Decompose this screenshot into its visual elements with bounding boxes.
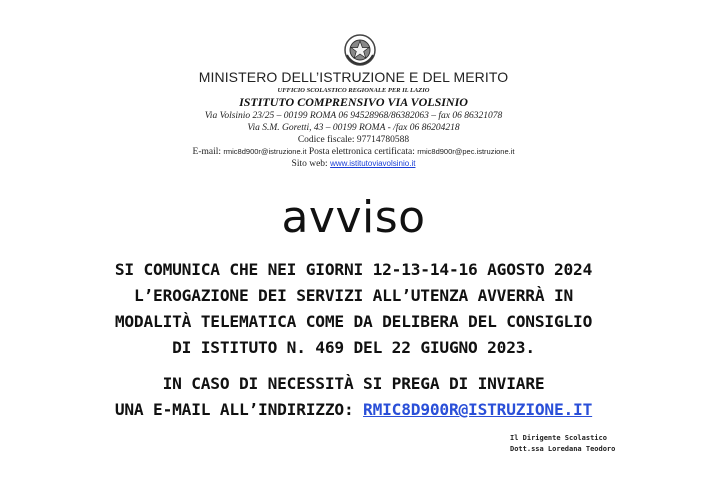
notice-line-2: L’EROGAZIONE DEI SERVIZI ALL’UTENZA AVVERRÀ IN: [133, 286, 574, 305]
notice-email-link[interactable]: RMIC8D900R@ISTRUZIONE.IT: [363, 400, 593, 419]
address-line-2: Via S.M. Goretti, 43 – 00199 ROMA - /fax 06 86204218: [247, 123, 460, 133]
contact-emails: [0, 147, 707, 157]
website-label: Sito web:: [291, 159, 328, 169]
notice-line-1: SI COMUNICA CHE NEI GIORNI 12-13-14-16 AGOSTO 2024: [114, 260, 593, 279]
address-line-1: Via Volsinio 23/25 – 00199 ROMA 06 94528968/86382063 – fax 06 86321078: [204, 111, 503, 121]
ministry-name: MINISTERO DELL’ISTRUZIONE E DEL MERITO: [198, 69, 509, 85]
pec-label: Posta elettronica certificata:: [308, 147, 415, 157]
regional-office: UFFICIO SCOLASTICO REGIONALE PER IL LAZIO: [277, 87, 430, 94]
notice-line-4: DI ISTITUTO N. 469 DEL 22 GIUGNO 2023.: [172, 338, 535, 357]
email-address[interactable]: rmic8d900r@istruzione.it: [223, 147, 307, 156]
signature-name: Dott.ssa Loredana Teodoro: [510, 445, 616, 453]
fiscal-code: Codice fiscale: 97714780588: [297, 135, 410, 145]
notice-title: avviso: [281, 192, 426, 243]
republic-emblem-icon: [343, 33, 377, 67]
pec-address[interactable]: rmic8d900r@pec.istruzione.it: [417, 147, 515, 156]
signature-role: Il Dirigente Scolastico: [510, 434, 607, 442]
notice-email-prefix: UNA E-MAIL ALL’INDIRIZZO:: [114, 400, 354, 419]
notice-line-5: IN CASO DI NECESSITÀ SI PREGA DI INVIARE: [162, 374, 545, 393]
website-link[interactable]: www.istitutoviavolsinio.it: [330, 159, 416, 168]
website-line: [0, 159, 707, 169]
notice-line-6: [0, 400, 707, 419]
email-label: E-mail:: [192, 147, 222, 157]
school-name: ISTITUTO COMPRENSIVO VIA VOLSINIO: [239, 95, 468, 109]
notice-line-3: MODALITÀ TELEMATICA COME DA DELIBERA DEL CONSIGLIO: [114, 312, 593, 331]
